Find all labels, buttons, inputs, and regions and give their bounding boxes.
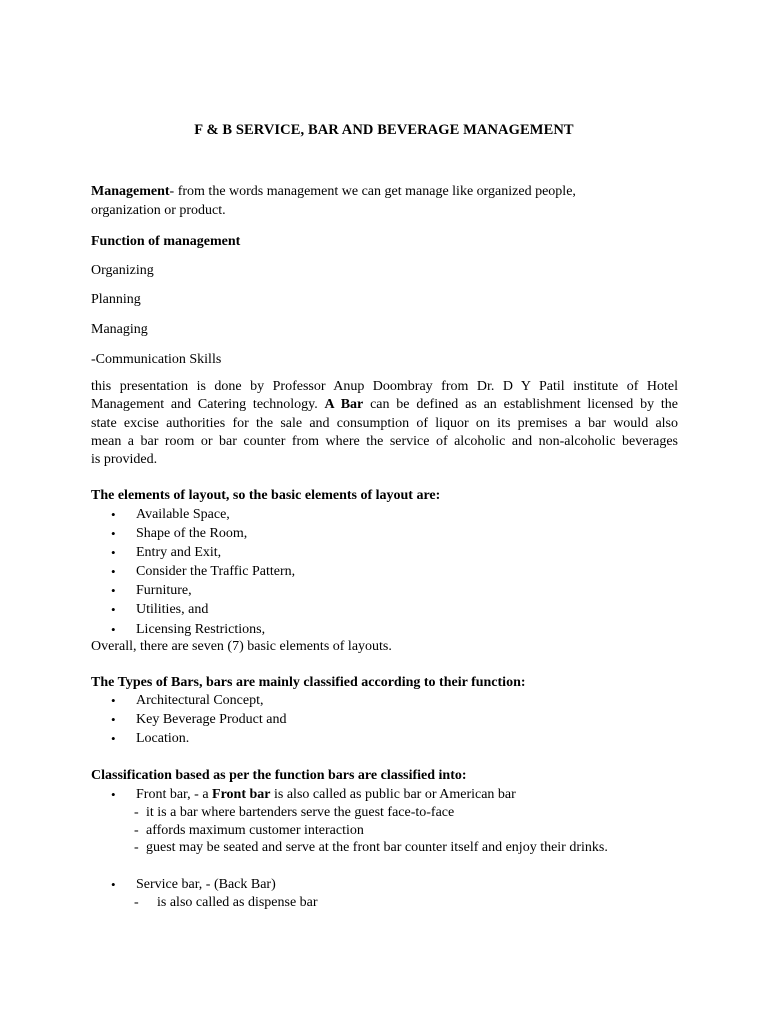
types-list-container [91,691,678,748]
layout-heading: The elements of layout, so the basic elements of layout are: [91,488,441,503]
paragraph-text: Management and Catering technology. [91,397,318,413]
list-item: • Location. [91,729,678,748]
classification-heading: Classification based as per the function bars are classified into: [91,768,467,783]
list-item: • Licensing Restrictions, [91,620,678,639]
function-item: Managing [91,322,148,337]
detail-text: affords maximum customer interaction [146,822,364,838]
paragraph-line [91,396,678,414]
list-item: • Consider the Traffic Pattern, [91,562,678,581]
front-bar-prefix: Front bar, - a [136,787,209,802]
paragraph-text: can be defined as an establishment licensed by the [370,397,678,413]
management-line-2: organization or product. [91,203,226,218]
list-item: • Utilities, and [91,600,678,619]
layout-list-container [91,505,678,639]
paragraph-line: mean a bar room or bar counter from where the service of alcoholic and non-alcoholic beverages [91,433,678,449]
bar-definition-paragraph [91,378,678,469]
paragraph-line: this presentation is done by Professor Anup Doombray from Dr. D Y Patil institute of Hotel [91,379,678,394]
classification-list [91,785,678,804]
list-item: • Furniture, [91,581,678,600]
detail-text: is also called as dispense bar [157,895,318,911]
detail-line: - affords maximum customer interaction [91,822,678,840]
types-heading: The Types of Bars, bars are mainly classified according to their function: [91,675,526,690]
list-item-front-bar [91,785,678,804]
function-item: -Communication Skills [91,352,222,367]
management-text: - from the words management we can get manage like organized people, [169,184,576,199]
management-term: Management [91,184,170,199]
list-item: • Shape of the Room, [91,524,678,543]
bar-types-list [91,691,678,748]
function-item: Planning [91,292,141,307]
bar-term: A Bar [324,397,364,413]
detail-line: - guest may be seated and serve at the front bar counter itself and enjoy their drinks. [91,839,678,857]
service-bar-section [91,875,678,912]
list-item: • Available Space, [91,505,678,524]
list-item: • Entry and Exit, [91,543,678,562]
list-item: • Key Beverage Product and [91,710,678,729]
front-bar-text: is also called as public bar or American bar [274,787,516,802]
detail-text: it is a bar where bartenders serve the guest face-to-face [146,805,455,821]
paragraph-line: is provided. [91,452,158,468]
function-item: Organizing [91,263,154,278]
function-heading: Function of management [91,234,241,249]
classification-list [91,875,678,894]
front-bar-section [91,785,678,857]
management-line-1 [91,182,678,201]
front-bar-term: Front bar [212,787,271,802]
detail-line: - it is a bar where bartenders serve the guest face-to-face [91,804,678,822]
list-item: • Architectural Concept, [91,691,678,710]
management-definition [91,182,678,220]
detail-line: - is also called as dispense bar [91,894,678,912]
layout-summary: Overall, there are seven (7) basic elements of layouts. [91,639,392,654]
page-title: F & B SERVICE, BAR AND BEVERAGE MANAGEMENT [194,122,574,138]
layout-elements-list [91,505,678,639]
paragraph-line: state excise authorities for the sale and consumption of liquor on its premises a bar would also [91,415,678,431]
list-item-service-bar: • Service bar, - (Back Bar) [91,875,678,894]
detail-text: guest may be seated and serve at the front bar counter itself and enjoy their drinks. [146,840,608,856]
